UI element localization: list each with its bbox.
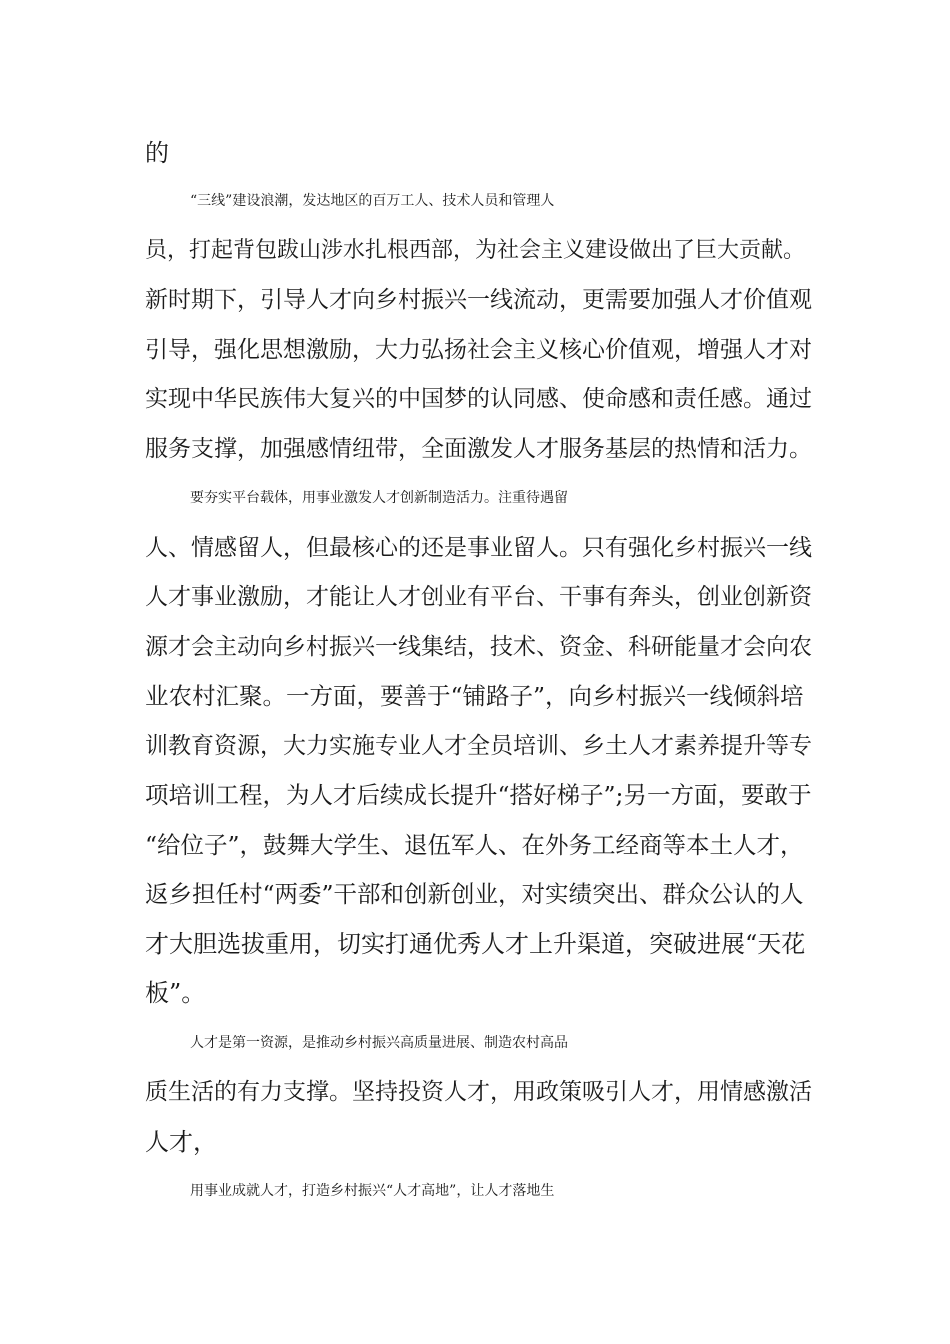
- paragraph-start-line: 要夯实平台载体，用事业激发人才创新制造活力。注重待遇留: [190, 490, 568, 506]
- text-line: 引导，强化思想激励，大力弘扬社会主义核心价值观，增强人才对: [145, 337, 812, 363]
- text-line: 人才事业激励，才能让人才创业有平台、干事有奔头，创业创新资: [145, 584, 812, 610]
- text-line: 业农村汇聚。一方面，要善于“铺路子”，向乡村振兴一线倾斜培: [145, 682, 804, 710]
- paragraph-start-line: “三线”建设浪潮，发达地区的百万工人、技术人员和管理人: [190, 193, 555, 209]
- text-line: 实现中华民族伟大复兴的中国梦的认同感、使命感和责任感。通过: [145, 386, 812, 412]
- text-line: 人、情感留人，但最核心的还是事业留人。只有强化乡村振兴一线: [145, 535, 812, 561]
- text-line: “给位子”，鼓舞大学生、退伍军人、在外务工经商等本土人才，: [145, 831, 804, 859]
- text-line: 源才会主动向乡村振兴一线集结，技术、资金、科研能量才会向农: [145, 634, 812, 660]
- text-line: 员，打起背包跋山涉水扎根西部，为社会主义建设做出了巨大贡献。: [145, 238, 806, 263]
- paragraph-start-line: 人才是第一资源，是推动乡村振兴高质量进展、制造农村高品: [190, 1035, 568, 1051]
- text-line: 才大胆选拔重用，切实打通优秀人才上升渠道，突破进展“天花: [145, 930, 806, 958]
- text-line: 质生活的有力支撑。坚持投资人才，用政策吸引人才，用情感激活: [145, 1079, 812, 1105]
- text-line: 服务支撑，加强感情纽带，全面激发人才服务基层的热情和活力。: [145, 436, 812, 462]
- text-line: 项培训工程，为人才后续成长提升“搭好梯子”;另一方面，要敢于: [145, 781, 812, 809]
- text-line: 板”。: [145, 979, 206, 1007]
- paragraph-start-line: 用事业成就人才，打造乡村振兴“人才高地”，让人才落地生: [190, 1183, 555, 1199]
- text-line: 训教育资源，大力实施专业人才全员培训、乡土人才素养提升等专: [145, 733, 812, 759]
- text-line: 返乡担任村“两委”干部和创新创业，对实绩突出、群众公认的人: [145, 880, 804, 908]
- text-line: 人才，: [145, 1128, 217, 1156]
- text-line: 新时期下，引导人才向乡村振兴一线流动，更需要加强人才价值观: [145, 287, 812, 313]
- text-line: 的: [145, 139, 169, 167]
